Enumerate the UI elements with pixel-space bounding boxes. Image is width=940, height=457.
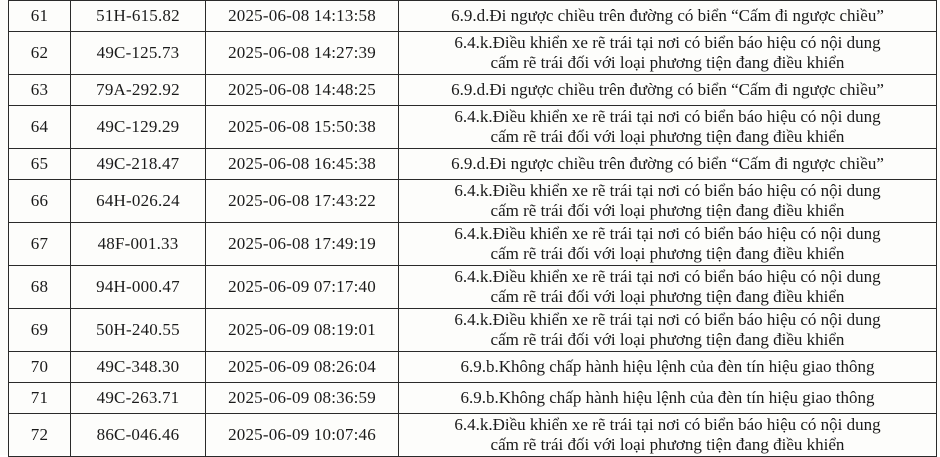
violation-time: 2025-06-09 08:36:59 bbox=[206, 383, 399, 414]
violation-description bbox=[399, 75, 937, 106]
violation-description bbox=[399, 309, 937, 352]
violation-description-line: cấm rẽ trái đối với loại phương tiện đang điều khiển bbox=[490, 127, 845, 146]
violation-description bbox=[399, 149, 937, 180]
violation-description-line: 6.9.b.Không chấp hành hiệu lệnh của đèn tín hiệu giao thông bbox=[460, 388, 875, 407]
violation-time: 2025-06-08 17:49:19 bbox=[206, 223, 399, 266]
license-plate: 94H-000.47 bbox=[71, 266, 206, 309]
violation-description bbox=[399, 414, 937, 457]
violation-time: 2025-06-08 16:45:38 bbox=[206, 149, 399, 180]
table-row bbox=[9, 149, 937, 180]
license-plate: 49C-125.73 bbox=[71, 32, 206, 75]
violation-time: 2025-06-08 17:43:22 bbox=[206, 180, 399, 223]
row-number: 61 bbox=[9, 1, 71, 32]
license-plate: 86C-046.46 bbox=[71, 414, 206, 457]
row-number: 69 bbox=[9, 309, 71, 352]
violation-description-line: 6.4.k.Điều khiển xe rẽ trái tại nơi có biển báo hiệu có nội dung bbox=[454, 33, 881, 52]
table-row bbox=[9, 106, 937, 149]
table-row bbox=[9, 309, 937, 352]
violation-description bbox=[399, 32, 937, 75]
violation-time: 2025-06-09 10:07:46 bbox=[206, 414, 399, 457]
row-number: 67 bbox=[9, 223, 71, 266]
violation-description-line: 6.4.k.Điều khiển xe rẽ trái tại nơi có biển báo hiệu có nội dung bbox=[454, 415, 881, 434]
row-number: 65 bbox=[9, 149, 71, 180]
row-number: 68 bbox=[9, 266, 71, 309]
violation-description bbox=[399, 383, 937, 414]
violation-description-line: 6.9.b.Không chấp hành hiệu lệnh của đèn tín hiệu giao thông bbox=[460, 357, 875, 376]
violation-description bbox=[399, 180, 937, 223]
violation-description-line: cấm rẽ trái đối với loại phương tiện đang điều khiển bbox=[490, 53, 845, 72]
violation-description bbox=[399, 106, 937, 149]
license-plate: 51H-615.82 bbox=[71, 1, 206, 32]
row-number: 66 bbox=[9, 180, 71, 223]
violation-time: 2025-06-09 08:26:04 bbox=[206, 352, 399, 383]
table-row bbox=[9, 414, 937, 457]
violation-time: 2025-06-08 14:27:39 bbox=[206, 32, 399, 75]
license-plate: 49C-263.71 bbox=[71, 383, 206, 414]
table-row bbox=[9, 180, 937, 223]
violation-description-line: 6.4.k.Điều khiển xe rẽ trái tại nơi có biển báo hiệu có nội dung bbox=[454, 181, 881, 200]
license-plate: 49C-129.29 bbox=[71, 106, 206, 149]
violation-description bbox=[399, 1, 937, 32]
table-row bbox=[9, 266, 937, 309]
violation-description bbox=[399, 352, 937, 383]
violation-description bbox=[399, 223, 937, 266]
row-number: 62 bbox=[9, 32, 71, 75]
license-plate: 79A-292.92 bbox=[71, 75, 206, 106]
table-row bbox=[9, 75, 937, 106]
violation-time: 2025-06-08 14:48:25 bbox=[206, 75, 399, 106]
violation-description-line: cấm rẽ trái đối với loại phương tiện đang điều khiển bbox=[490, 330, 845, 349]
license-plate: 64H-026.24 bbox=[71, 180, 206, 223]
violations-table-body bbox=[9, 1, 937, 457]
violation-time: 2025-06-09 08:19:01 bbox=[206, 309, 399, 352]
violations-table bbox=[8, 0, 937, 457]
row-number: 64 bbox=[9, 106, 71, 149]
table-row bbox=[9, 383, 937, 414]
table-row bbox=[9, 1, 937, 32]
violation-description-line: 6.9.d.Đi ngược chiều trên đường có biển “Cấm đi ngược chiều” bbox=[451, 154, 884, 173]
row-number: 72 bbox=[9, 414, 71, 457]
table-row bbox=[9, 352, 937, 383]
violation-description-line: 6.9.d.Đi ngược chiều trên đường có biển “Cấm đi ngược chiều” bbox=[451, 6, 884, 25]
violation-description-line: 6.4.k.Điều khiển xe rẽ trái tại nơi có biển báo hiệu có nội dung bbox=[454, 310, 881, 329]
violation-description-line: cấm rẽ trái đối với loại phương tiện đang điều khiển bbox=[490, 201, 845, 220]
row-number: 71 bbox=[9, 383, 71, 414]
table-row bbox=[9, 32, 937, 75]
violation-description-line: 6.4.k.Điều khiển xe rẽ trái tại nơi có biển báo hiệu có nội dung bbox=[454, 107, 881, 126]
license-plate: 50H-240.55 bbox=[71, 309, 206, 352]
violation-time: 2025-06-08 15:50:38 bbox=[206, 106, 399, 149]
row-number: 63 bbox=[9, 75, 71, 106]
violation-time: 2025-06-08 14:13:58 bbox=[206, 1, 399, 32]
violation-time: 2025-06-09 07:17:40 bbox=[206, 266, 399, 309]
violation-description-line: 6.4.k.Điều khiển xe rẽ trái tại nơi có biển báo hiệu có nội dung bbox=[454, 267, 881, 286]
license-plate: 49C-218.47 bbox=[71, 149, 206, 180]
table-row bbox=[9, 223, 937, 266]
row-number: 70 bbox=[9, 352, 71, 383]
violation-description-line: 6.4.k.Điều khiển xe rẽ trái tại nơi có biển báo hiệu có nội dung bbox=[454, 224, 881, 243]
violation-description bbox=[399, 266, 937, 309]
license-plate: 49C-348.30 bbox=[71, 352, 206, 383]
violation-description-line: 6.9.d.Đi ngược chiều trên đường có biển “Cấm đi ngược chiều” bbox=[451, 80, 884, 99]
violation-description-line: cấm rẽ trái đối với loại phương tiện đang điều khiển bbox=[490, 287, 845, 306]
license-plate: 48F-001.33 bbox=[71, 223, 206, 266]
violation-description-line: cấm rẽ trái đối với loại phương tiện đang điều khiển bbox=[490, 435, 845, 454]
violation-description-line: cấm rẽ trái đối với loại phương tiện đang điều khiển bbox=[490, 244, 845, 263]
